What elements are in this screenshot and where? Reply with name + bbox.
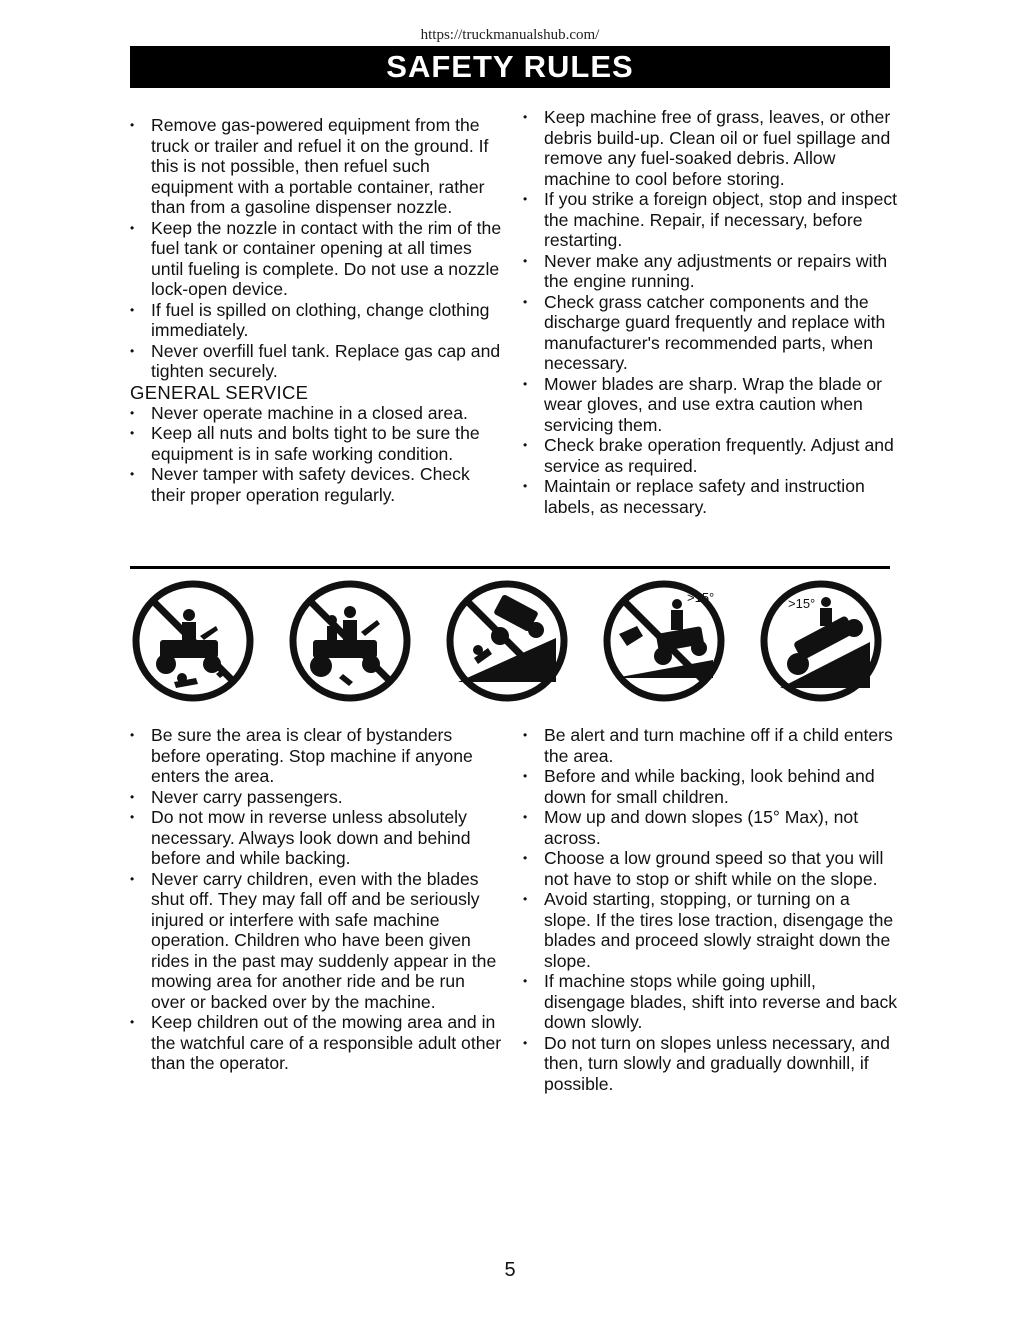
list-item: • Never carry children, even with the blades shut off. They may fall off and be seriously injured or interfere with safe machine operation. Children who have been given rides in the past may suddenly appear in the mowing area for another ride and be run over or backed over by the machine. <box>130 869 502 1013</box>
no-cross-slope-icon <box>601 578 727 704</box>
section-divider <box>130 566 890 569</box>
list-item: • Be sure the area is clear of bystanders before operating. Stop machine if anyone enters the area. <box>130 725 502 787</box>
service-rules-list <box>523 107 898 517</box>
list-item: • Do not turn on slopes unless necessary, and then, turn slowly and gradually downhill, if possible. <box>523 1033 898 1095</box>
general-service-list <box>130 403 502 506</box>
list-item: • Avoid starting, stopping, or turning on a slope. If the tires lose traction, disengage the blades and proceed slowly straight down the slope. <box>523 889 898 971</box>
list-item: • Keep all nuts and bolts tight to be sure the equipment is in safe working condition. <box>130 423 502 464</box>
list-item: • Never overfill fuel tank. Replace gas cap and tighten securely. <box>130 341 502 382</box>
list-item: • If machine stops while going uphill, disengage blades, shift into reverse and back down slowly. <box>523 971 898 1033</box>
top-right-column <box>523 107 898 517</box>
steep-slope-tip-icon <box>758 578 884 704</box>
bystander-rules-list <box>130 725 502 1074</box>
list-item: • Maintain or replace safety and instruction labels, as necessary. <box>523 476 898 517</box>
list-item: • Before and while backing, look behind and down for small children. <box>523 766 898 807</box>
slope-angle-label: >15° <box>788 596 816 611</box>
list-item: • Check grass catcher components and the discharge guard frequently and replace with manufacturer's recommended parts, when necessary. <box>523 292 898 374</box>
no-bystanders-icon <box>130 578 256 704</box>
list-item: • Mower blades are sharp. Wrap the blade or wear gloves, and use extra caution when servicing them. <box>523 374 898 436</box>
warning-icons-row <box>130 578 890 708</box>
list-item: • Mow up and down slopes (15° Max), not across. <box>523 807 898 848</box>
list-item: • Do not mow in reverse unless absolutely necessary. Always look down and behind before and while backing. <box>130 807 502 869</box>
top-left-column <box>130 115 502 505</box>
list-item: • Check brake operation frequently. Adjust and service as required. <box>523 435 898 476</box>
rollover-slope-icon <box>444 578 570 704</box>
list-item: • Choose a low ground speed so that you will not have to stop or shift while on the slope. <box>523 848 898 889</box>
list-item: • Never make any adjustments or repairs with the engine running. <box>523 251 898 292</box>
list-item: • Keep machine free of grass, leaves, or other debris build-up. Clean oil or fuel spillage and remove any fuel-soaked debris. Allow machine to cool before storing. <box>523 107 898 189</box>
source-url: https://truckmanualshub.com/ <box>420 27 600 43</box>
list-item: • If fuel is spilled on clothing, change clothing immediately. <box>130 300 502 341</box>
list-item: • Never operate machine in a closed area. <box>130 403 502 424</box>
section-heading-general-service: GENERAL SERVICE <box>130 381 309 403</box>
bottom-left-column <box>130 725 502 1074</box>
bottom-right-column <box>523 725 898 1094</box>
page-number: 5 <box>504 1259 516 1281</box>
list-item: • Never carry passengers. <box>130 787 502 808</box>
list-item: • Keep the nozzle in contact with the rim of the fuel tank or container opening at all times until fueling is complete. Do not use a nozzle lock-open device. <box>130 218 502 300</box>
fuel-rules-list <box>130 115 502 382</box>
slope-rules-list <box>523 725 898 1094</box>
list-item: • If you strike a foreign object, stop and inspect the machine. Repair, if necessary, before restarting. <box>523 189 898 251</box>
no-passengers-icon <box>287 578 413 704</box>
list-item: • Remove gas-powered equipment from the truck or trailer and refuel it on the ground. If this is not possible, then refuel such equipment with a portable container, rather than from a gasoline dispenser nozzle. <box>130 115 502 218</box>
list-item: • Be alert and turn machine off if a child enters the area. <box>523 725 898 766</box>
slope-angle-label: >15° <box>687 590 715 605</box>
list-item: • Keep children out of the mowing area and in the watchful care of a responsible adult other than the operator. <box>130 1012 502 1074</box>
list-item: • Never tamper with safety devices. Check their proper operation regularly. <box>130 464 502 505</box>
page-title: SAFETY RULES <box>130 46 890 88</box>
